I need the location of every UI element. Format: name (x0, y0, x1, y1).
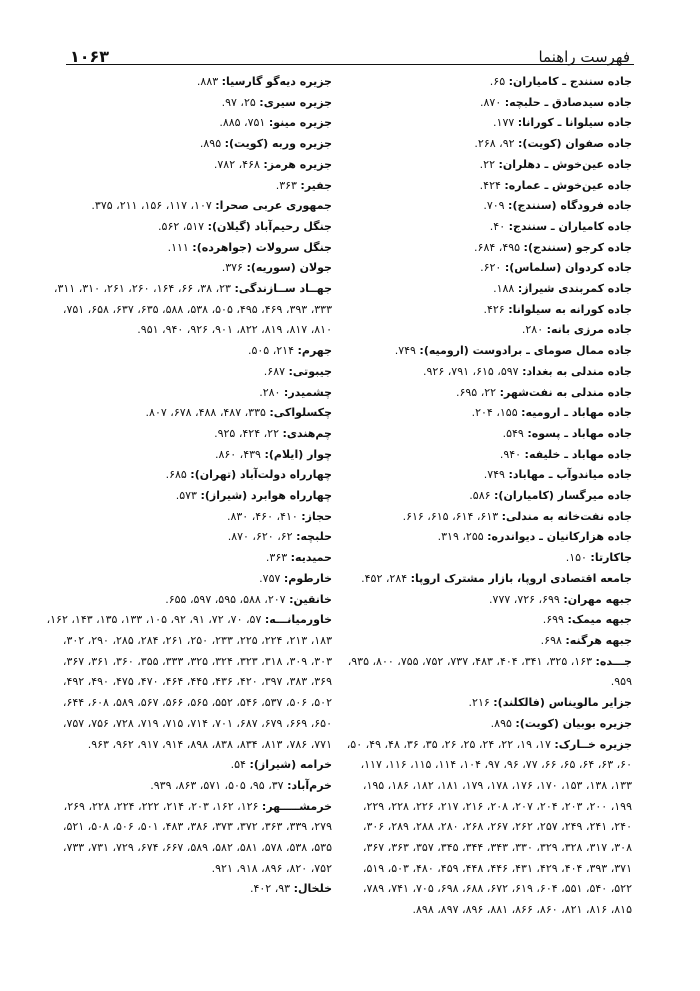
index-page-refs: ۲۱۴، ۵۰۵. (247, 344, 294, 358)
index-term: خرمشـــــهر: (261, 799, 332, 813)
index-entry (42, 879, 332, 900)
index-term: جهــاد ســازندگی: (234, 282, 332, 296)
index-page-refs: ۵۴. (230, 758, 246, 772)
index-entry (42, 569, 332, 590)
index-page-refs: ۶۲۰. (480, 261, 502, 275)
index-page-refs: ۷۴۹. (483, 468, 505, 482)
index-term: جزایر مالویناس (فالکلند): (493, 696, 632, 710)
index-page-refs: ۲۳، ۳۸، ۶۶، ۱۶۴، ۲۶۰، ۲۶۱، ۳۱۰، ۳۱۱، ۳۳۳، ۳۹۳، ۴۶۹، ۴۹۵، ۵۰۵، ۵۳۸، ۵۸۸، ۶۳۵، ۶۳۷، ۶۵۸، ۷۵۱، ۸۱۰، ۸۱۷، ۸۱۹، ۸۲۲، ۹۰۱، ۹۲۶، ۹۴۰، ۹۵۱. (53, 282, 332, 337)
index-entry (42, 465, 332, 486)
index-entry (42, 217, 332, 238)
index-page-refs: ۷۰۹. (483, 199, 505, 213)
index-entry (342, 527, 632, 548)
index-term: جاکارتا: (590, 551, 632, 565)
index-page-refs: ۸۹۵. (199, 137, 222, 151)
index-entry (342, 320, 632, 341)
index-term: جبهه میمک: (567, 613, 632, 627)
index-entry (342, 72, 632, 93)
index-entry (42, 383, 332, 404)
index-entry (342, 341, 632, 362)
index-page-refs: ۲۸۴، ۴۵۲. (361, 571, 408, 585)
index-page-refs: ۲۸۰. (521, 323, 544, 337)
index-page-refs: ۲۱۶. (468, 696, 490, 710)
index-term: جولان (سوریه): (246, 261, 332, 275)
page-header (70, 40, 630, 66)
index-page-refs: ۵۴۹. (502, 426, 524, 440)
index-entry (342, 362, 632, 383)
index-term: جاده کرجو (سنندج): (523, 240, 632, 254)
index-page-refs: ۱۵۵، ۲۰۴. (471, 406, 518, 420)
index-entry (342, 693, 632, 714)
index-entry (42, 403, 332, 424)
index-term: جزیره سیری: (259, 95, 332, 109)
index-entry (42, 93, 332, 114)
index-page-refs: ۴۶۸، ۷۸۲. (213, 157, 260, 171)
index-entry (342, 569, 632, 590)
index-term: جفیر: (300, 178, 332, 192)
index-term: جامعه اقتصادی اروپا، بازار مشترک اروپا: (410, 571, 632, 585)
index-entry (342, 217, 632, 238)
index-page-refs: ۸۹۵. (490, 716, 512, 730)
index-page-refs: ۵۷، ۷۰، ۷۲، ۹۱، ۹۲، ۱۰۵، ۱۳۳، ۱۳۵، ۱۴۳، ۱۶۲، ۱۸۳، ۲۱۳، ۲۲۴، ۲۲۵، ۲۳۳، ۲۵۰، ۲۶۱، ۲۸۴، ۲۸۵، ۲۹۰، ۳۰۲، ۳۰۳، ۳۰۹، ۳۱۸، ۳۲۳، ۳۲۴، ۳۲۵، ۳۳۳، ۳۵۵، ۳۶۰، ۳۶۱، ۳۶۷، ۳۶۹، ۳۸۳، ۳۹۷، ۴۲۰، ۴۳۶، ۴۴۵، ۴۶۴، ۴۷۰، ۴۷۵، ۴۹۰، ۴۹۲، ۵۰۲، ۵۰۶، ۵۳۷، ۵۴۶، ۵۵۲، ۵۶۵، ۵۶۶، ۵۶۷، ۵۸۹، ۶۰۸، ۶۴۴، ۶۵۰، ۶۶۹، ۶۷۹، ۶۸۷، ۷۰۱، ۷۱۴، ۷۱۵، ۷۱۹، ۷۲۸، ۷۵۶، ۷۵۷، ۷۷۱، ۷۸۶، ۸۱۳، ۸۳۴، ۸۳۸، ۸۹۸، ۹۱۴، ۹۱۷، ۹۶۲، ۹۶۳. (46, 613, 332, 751)
index-term: چهارراه هوابرد (شیراز): (200, 489, 332, 503)
index-entry (42, 797, 332, 880)
index-page-refs: ۳۳۵، ۴۸۷، ۴۸۸، ۶۷۸، ۸۰۷. (145, 406, 266, 420)
index-page-refs: ۲۲، ۴۲۴، ۹۲۵. (214, 426, 279, 440)
index-entry (342, 155, 632, 176)
index-page-refs: ۳۷۶. (221, 261, 243, 275)
index-page-refs: ۴۰. (489, 219, 506, 233)
index-entry (342, 507, 632, 528)
index-term: حمیدیه: (290, 551, 332, 565)
index-page-refs: ۴۹۵، ۶۸۴. (474, 240, 521, 254)
index-term: جمهوری عربی صحرا: (215, 199, 332, 213)
index-term: چکسلواکی: (269, 406, 332, 420)
index-entry (42, 258, 332, 279)
index-page-refs: ۴۳۹، ۸۶۰. (214, 447, 261, 461)
index-entry (42, 362, 332, 383)
index-page-refs: ۸۸۳. (196, 75, 219, 88)
index-term: جاده کردوان (سلماس): (504, 261, 632, 275)
index-page-refs: ۵۷۳. (175, 489, 197, 503)
index-term: جاده مهاباد ـ خلیفه: (524, 447, 632, 461)
index-page-refs: ۲۲. (479, 157, 495, 171)
index-term: جاده صفوان (کویت): (518, 137, 632, 151)
index-page-refs: ۱۲۶، ۱۶۲، ۲۰۳، ۲۱۴، ۲۲۲، ۲۲۴، ۲۲۸، ۲۶۹، ۲۷۹، ۳۳۹، ۳۶۳، ۳۷۲، ۳۷۳، ۳۸۶، ۴۸۳، ۵۰۱، ۵۰۶، ۵۰۸، ۵۲۱، ۵۳۵، ۵۳۸، ۵۷۸، ۵۸۱، ۵۸۲، ۵۸۹، ۶۶۷، ۶۷۴، ۷۲۹، ۷۳۱، ۷۳۳، ۷۵۲، ۸۲۰، ۸۹۶، ۹۱۸، ۹۲۱. (62, 799, 332, 875)
index-page-refs: ۲۲، ۶۹۵. (455, 385, 497, 399)
index-term: جاده مندلی به بغداد: (522, 364, 632, 378)
index-page-refs: ۱۵۰. (565, 551, 587, 565)
index-term: خرم‌آباد: (287, 778, 332, 792)
index-term: جنگل سرولات (جواهرده): (192, 240, 332, 254)
index-term: جاده میاندوآب ـ مهاباد: (508, 468, 632, 482)
index-term: جزیره دیه‌گو گارسیا: (221, 75, 332, 88)
index-entry (342, 424, 632, 445)
index-entry (42, 548, 332, 569)
index-entry (42, 279, 332, 341)
index-term: چشمیدر: (283, 385, 332, 399)
index-entry (42, 610, 332, 755)
index-term: جزیره بوبیان (کویت): (515, 716, 632, 730)
index-page-refs: ۱۱۱. (167, 240, 189, 254)
index-entry (42, 196, 332, 217)
index-term: جاده مهاباد ـ پسوه: (527, 426, 632, 440)
index-entry (42, 238, 332, 259)
index-page-refs: ۱۸۸. (493, 282, 515, 296)
index-term: جاده کمربندی شیراز: (517, 282, 632, 296)
index-page-refs: ۳۶۳. (275, 178, 297, 192)
index-entry (342, 403, 632, 424)
index-page-refs: ۲۰۷، ۵۸۸، ۵۹۵، ۵۹۷، ۶۵۵. (165, 592, 286, 606)
index-page-refs: ۴۲۴. (479, 178, 501, 192)
index-entry (42, 155, 332, 176)
index-entry (342, 548, 632, 569)
index-term: جنگل رحیم‌آباد (گیلان): (207, 219, 332, 233)
index-term: جاده مهاباد ـ ارومیه: (521, 406, 632, 420)
index-entry (342, 300, 632, 321)
index-page-refs: ۷۴۹. (394, 344, 416, 358)
index-entry (42, 424, 332, 445)
index-page-refs: ۵۹۷، ۶۱۵، ۷۹۱، ۹۲۶. (423, 364, 519, 378)
index-entry (342, 486, 632, 507)
index-term: جهرم: (297, 344, 332, 358)
index-entry (342, 610, 632, 631)
index-entry (42, 776, 332, 797)
index-page-refs: ۷۵۷. (259, 571, 281, 585)
index-entry (342, 383, 632, 404)
index-entry (342, 465, 632, 486)
index-term: جاده سیلوانا ـ کورانا: (517, 116, 632, 130)
index-entry (342, 652, 632, 693)
index-page-refs: ۶۹۹. (542, 613, 564, 627)
index-page-refs: ۵۱۷، ۵۶۲. (158, 219, 205, 233)
index-term: جاده عین‌خوش ـ عماره: (504, 178, 632, 192)
index-entry (42, 755, 332, 776)
index-entry (42, 590, 332, 611)
index-page-refs: ۹۴۰. (499, 447, 522, 461)
running-title: فهرست راهنما (538, 48, 630, 66)
index-term: جزیره هرمز: (263, 157, 332, 171)
index-page-refs: ۴۲۶. (483, 302, 505, 316)
index-page-refs: ۵۸۶. (469, 489, 491, 503)
index-page-refs: ۴۱۰، ۴۶۰، ۸۳۰. (226, 509, 298, 523)
index-entry (42, 445, 332, 466)
index-entry (42, 113, 332, 134)
index-page-refs: ۶۲، ۶۲۰، ۸۷۰. (227, 530, 293, 544)
page-number: ۱۰۶۳ (70, 47, 110, 66)
index-term: جاده مرزی بانه: (546, 323, 632, 337)
index-entry (42, 134, 332, 155)
header-rule (66, 64, 634, 65)
index-entry (342, 714, 632, 735)
index-entry (42, 176, 332, 197)
index-term: جـــده: (595, 654, 632, 668)
index-page-refs: ۳۷، ۹۵، ۵۰۵، ۵۷۱، ۸۶۳، ۹۳۹. (150, 778, 284, 792)
index-page-refs: ۲۵۵، ۳۱۹. (437, 530, 484, 544)
index-page-refs: ۸۷۰. (480, 95, 502, 109)
index-term: چهارراه دولت‌آباد (تهران): (190, 468, 332, 482)
index-page-refs: ۹۳، ۴۰۲. (249, 882, 291, 896)
index-page-refs: ۱۶۳، ۳۲۵، ۳۴۱، ۴۰۴، ۴۸۳، ۷۳۷، ۷۵۲، ۷۵۵، ۸۰۰، ۹۳۵، ۹۵۹. (347, 654, 632, 689)
index-term: جاده عین‌خوش ـ دهلران: (498, 157, 632, 171)
index-term: جزیره مینو: (268, 116, 332, 130)
index-page-refs: ۶۹۸. (540, 633, 562, 647)
index-column-left (42, 72, 332, 900)
index-entry (342, 279, 632, 300)
index-page-refs: ۶۵. (489, 75, 506, 88)
index-term: جیبوتی: (288, 364, 332, 378)
index-entry (342, 113, 632, 134)
index-page-refs: ۶۸۵. (165, 468, 187, 482)
index-entry (342, 258, 632, 279)
index-entry (342, 134, 632, 155)
index-term: خارطوم: (283, 571, 332, 585)
index-page-refs: ۱۷۷. (493, 116, 515, 130)
index-term: جاده میرگسار (کامیاران): (494, 489, 632, 503)
index-term: چم‌هندی: (282, 426, 332, 440)
index-entry (342, 196, 632, 217)
index-entry (342, 445, 632, 466)
index-term: خلخال: (293, 882, 332, 896)
index-term: جزیره خــارک: (554, 737, 632, 751)
index-page-refs: ۷۵۱، ۸۸۵. (219, 116, 266, 130)
index-entry (42, 341, 332, 362)
index-term: جبهه مهران: (563, 592, 632, 606)
index-term: خاورمیانـــه: (264, 613, 332, 627)
index-term: جزیره وربه (کویت): (224, 137, 332, 151)
index-page-refs: ۳۶۳. (265, 551, 288, 565)
index-term: جاده ممال صومای ـ برادوست (ارومیه): (419, 344, 632, 358)
index-term: جاده کامیاران ـ سنندج: (508, 219, 632, 233)
index-entry (342, 590, 632, 611)
index-entry (342, 238, 632, 259)
index-term: جاده مندلی به نفت‌شهر: (499, 385, 632, 399)
index-term: حجاز: (301, 509, 332, 523)
index-term: جاده نفت‌خانه به مندلی: (501, 509, 632, 523)
index-entry (42, 527, 332, 548)
index-entry (342, 735, 632, 921)
index-entry (42, 486, 332, 507)
index-entry (342, 93, 632, 114)
index-entry (342, 631, 632, 652)
index-term: خرامه (شیراز): (249, 758, 332, 772)
index-term: جاده فرودگاه (سنندج): (508, 199, 632, 213)
index-term: جاده سیدصادق ـ حلبچه: (504, 95, 632, 109)
index-page-refs: ۲۸۰. (259, 385, 281, 399)
index-column-right (342, 72, 632, 921)
index-entry (42, 507, 332, 528)
index-page-refs: ۹۲، ۲۶۸. (474, 137, 515, 151)
index-page-refs: ۶۹۹، ۷۲۶، ۷۷۷. (489, 592, 560, 606)
index-entry (42, 72, 332, 93)
index-page-refs: ۲۵، ۹۷. (221, 95, 256, 109)
index-term: جاده هزارکانیان ـ دیواندره: (487, 530, 632, 544)
index-term: چوار (ایلام): (264, 447, 332, 461)
index-entry (342, 176, 632, 197)
index-page-refs: ۱۰۷، ۱۱۷، ۱۵۶، ۲۱۱، ۳۷۵. (91, 199, 212, 213)
index-page-refs: ۶۸۷. (263, 364, 286, 378)
index-term: جاده سنندج ـ کامیاران: (508, 75, 632, 88)
index-term: حلبچه: (296, 530, 332, 544)
index-term: خانقین: (289, 592, 332, 606)
index-page-refs: ۱۷، ۱۹، ۲۲، ۲۴، ۲۵، ۲۶، ۳۵، ۳۶، ۴۸، ۴۹، ۵۰، ۶۰، ۶۳، ۶۴، ۶۵، ۶۶، ۷۷، ۹۶، ۹۷، ۱۰۴، ۱۱۴، ۱۱۵، ۱۱۶، ۱۱۷، ۱۳۳، ۱۳۸، ۱۵۳، ۱۷۰، ۱۷۶، ۱۷۸، ۱۷۹، ۱۸۱، ۱۸۲، ۱۸۶، ۱۹۵، ۱۹۹، ۲۰۰، ۲۰۳، ۲۰۴، ۲۰۷، ۲۰۸، ۲۱۶، ۲۱۷، ۲۲۶، ۲۲۸، ۲۲۹، ۲۴۰، ۲۴۱، ۲۴۹، ۲۵۷، ۲۶۲، ۲۶۷، ۲۶۸، ۲۸۰، ۲۸۸، ۲۸۹، ۳۰۶، ۳۰۸، ۳۱۷، ۳۲۸، ۳۲۹، ۳۳۰، ۳۴۳، ۳۴۴، ۳۴۵، ۳۵۷، ۳۶۳، ۳۶۷، ۳۷۱، ۳۹۳، ۴۰۴، ۴۲۹، ۴۳۱، ۴۴۶، ۴۴۸، ۴۵۹، ۴۸۰، ۵۰۳، ۵۱۹، ۵۲۲، ۵۴۰، ۵۵۱، ۶۰۴، ۶۱۹، ۶۷۲، ۶۸۸، ۶۹۸، ۷۰۵، ۷۴۱، ۷۸۹، ۸۱۵، ۸۱۶، ۸۲۱، ۸۶۰، ۸۶۶، ۸۸۱، ۸۹۶، ۸۹۷، ۸۹۸. (346, 737, 632, 917)
index-page-refs: ۶۱۳، ۶۱۴، ۶۱۵، ۶۱۶. (402, 509, 499, 523)
index-term: جبهه هرگنه: (565, 633, 632, 647)
index-term: جاده کورانه به سیلوانا: (508, 302, 632, 316)
